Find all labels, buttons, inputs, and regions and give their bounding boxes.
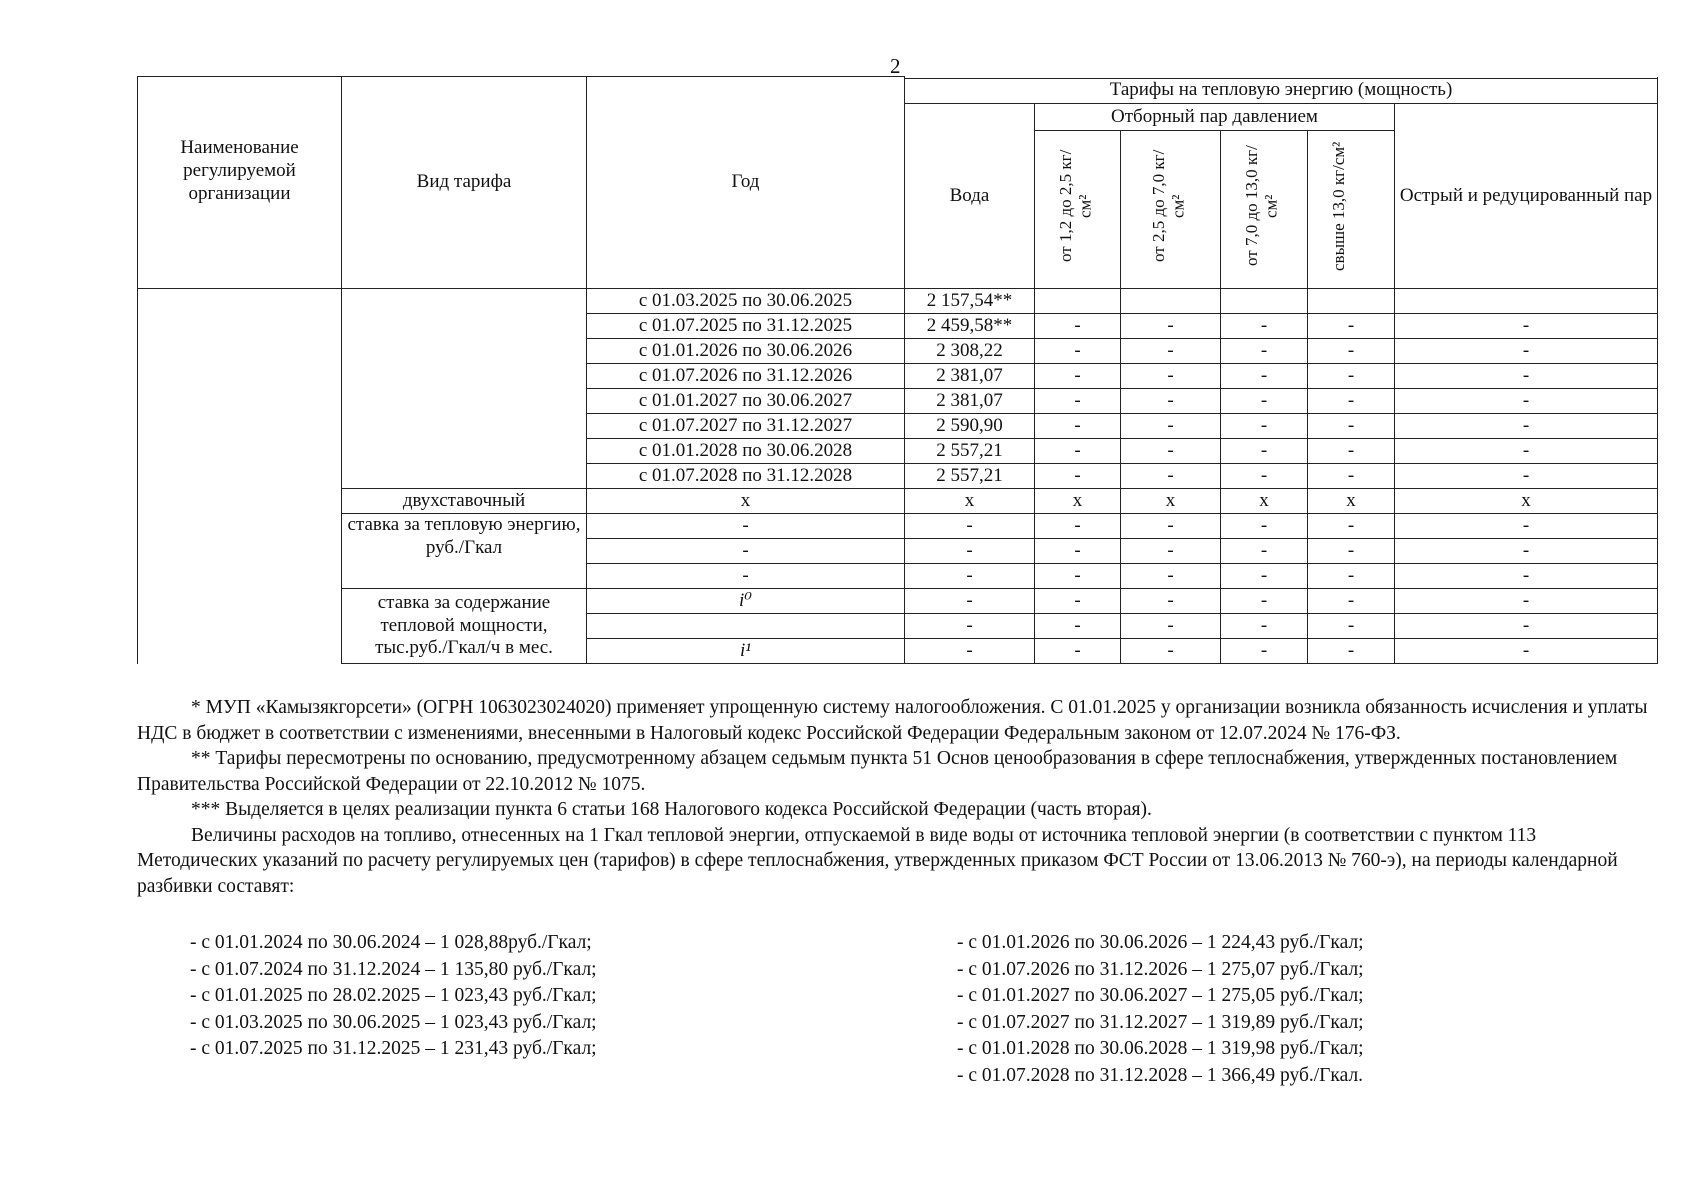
capacity-rate-label: ставка за содержание тепловой мощности, тыс.руб./Гкал/ч в мес. xyxy=(342,589,587,664)
period-cell: с 01.07.2027 по 31.12.2027 xyxy=(587,414,905,439)
period-cell: с 01.07.2026 по 31.12.2026 xyxy=(587,364,905,389)
sharp-cell: - xyxy=(1395,339,1658,364)
dash-cell: - xyxy=(1308,614,1395,639)
water-cell: 2 557,21 xyxy=(905,464,1035,489)
header-steam-group: Отборный пар давлением xyxy=(1035,104,1395,131)
dash-cell: - xyxy=(1221,539,1308,564)
header-year: Год xyxy=(587,77,905,289)
dash-cell: - xyxy=(1395,639,1658,664)
p2-cell: - xyxy=(1121,389,1221,414)
p4-cell: - xyxy=(1308,414,1395,439)
dash-cell: - xyxy=(1035,639,1121,664)
p4-cell: - xyxy=(1308,439,1395,464)
header-p1-label: от 1,2 до 2,5 кг/см² xyxy=(1055,149,1095,263)
header-p4 xyxy=(1308,131,1395,289)
sharp-cell: - xyxy=(1395,314,1658,339)
i0-cell: i⁰ xyxy=(587,589,905,614)
fuel-item: - с 01.01.2026 по 30.06.2026 – 1 224,43 руб./Гкал; xyxy=(957,932,1364,953)
footnote-2: ** Тарифы пересмотрены по основанию, предусмотренному абзацем седьмым пункта 51 Основ ценообразования в сфере теплоснабжения, утвержденных постановлением Правительства Российской Федерации от 22.10.2012 № 1075. xyxy=(137,748,1618,795)
empty-cell xyxy=(587,614,905,639)
header-water: Вода xyxy=(905,104,1035,289)
header-tariff-type: Вид тарифа xyxy=(342,77,587,289)
p3-cell: - xyxy=(1221,389,1308,414)
water-cell: 2 459,58** xyxy=(905,314,1035,339)
p4-cell: - xyxy=(1308,464,1395,489)
dash-cell: - xyxy=(1121,564,1221,589)
fuel-list-right xyxy=(957,930,1364,1090)
fuel-item: - с 01.03.2025 по 30.06.2025 – 1 023,43 руб./Гкал; xyxy=(190,1011,597,1033)
dash-cell: - xyxy=(1395,614,1658,639)
dash-cell: - xyxy=(905,614,1035,639)
dash-cell: - xyxy=(905,539,1035,564)
header-sharp-steam: Острый и редуцированный пар xyxy=(1395,104,1658,289)
dash-cell: - xyxy=(1035,539,1121,564)
water-cell: 2 381,07 xyxy=(905,364,1035,389)
dash-cell: - xyxy=(1308,539,1395,564)
water-cell: 2 557,21 xyxy=(905,439,1035,464)
footnote-3: *** Выделяется в целях реализации пункта 6 статьи 168 Налогового кодекса Российской Федерации (часть вторая). xyxy=(191,799,1152,820)
water-cell: 2 590,90 xyxy=(905,414,1035,439)
dash-cell: - xyxy=(1121,514,1221,539)
p1-cell: - xyxy=(1035,339,1121,364)
p3-cell: - xyxy=(1221,364,1308,389)
header-org-name: Наименование регулируемой организации xyxy=(138,77,342,289)
header-p1 xyxy=(1035,131,1121,289)
dash-cell: - xyxy=(1121,589,1221,614)
sharp-cell: - xyxy=(1395,414,1658,439)
two-rate-mark: х xyxy=(1035,489,1121,514)
two-rate-mark: х xyxy=(905,489,1035,514)
two-rate-mark: х xyxy=(1221,489,1308,514)
page-number: 2 xyxy=(890,54,901,78)
fuel-item: - с 01.07.2028 по 31.12.2028 – 1 366,49 руб./Гкал. xyxy=(957,1064,1364,1086)
table-row xyxy=(138,489,1658,514)
table-row xyxy=(138,514,1658,539)
period-cell: с 01.01.2027 по 30.06.2027 xyxy=(587,389,905,414)
p1-cell: - xyxy=(1035,314,1121,339)
table-row xyxy=(138,289,1658,314)
p3-cell: - xyxy=(1221,464,1308,489)
p4-cell: - xyxy=(1308,389,1395,414)
period-cell: с 01.01.2026 по 30.06.2026 xyxy=(587,339,905,364)
p3-cell: - xyxy=(1221,439,1308,464)
dash-cell: - xyxy=(1395,514,1658,539)
p2-cell: - xyxy=(1121,339,1221,364)
header-p3 xyxy=(1221,131,1308,289)
dash-cell: - xyxy=(1395,589,1658,614)
fuel-item: - с 01.07.2024 по 31.12.2024 – 1 135,80 руб./Гкал; xyxy=(190,958,597,980)
header-tariffs-group-label: Тарифы на тепловую энергию (мощность) xyxy=(905,78,1657,102)
p1-cell: - xyxy=(1035,439,1121,464)
p1-cell: - xyxy=(1035,464,1121,489)
fuel-item: - с 01.01.2027 по 30.06.2027 – 1 275,05 руб./Гкал; xyxy=(957,985,1364,1007)
p1-cell: - xyxy=(1035,414,1121,439)
two-rate-mark: х xyxy=(1395,489,1658,514)
period-cell: с 01.01.2028 по 30.06.2028 xyxy=(587,439,905,464)
dash-cell: - xyxy=(1121,539,1221,564)
dash-cell: - xyxy=(1221,564,1308,589)
dash-cell: - xyxy=(587,564,905,589)
sharp-cell xyxy=(1395,289,1658,314)
fuel-item: - с 01.07.2026 по 31.12.2026 – 1 275,07 руб./Гкал; xyxy=(957,958,1364,980)
dash-cell: - xyxy=(1395,564,1658,589)
sharp-cell: - xyxy=(1395,464,1658,489)
dash-cell: - xyxy=(905,639,1035,664)
p2-cell: - xyxy=(1121,364,1221,389)
fuel-item: - с 01.01.2025 по 28.02.2025 – 1 023,43 руб./Гкал; xyxy=(190,985,597,1007)
p2-cell: - xyxy=(1121,439,1221,464)
fuel-list-left xyxy=(190,930,597,1063)
two-rate-mark: х xyxy=(1308,489,1395,514)
two-rate-mark: х xyxy=(587,489,905,514)
dash-cell: - xyxy=(1395,539,1658,564)
water-cell: 2 308,22 xyxy=(905,339,1035,364)
dash-cell: - xyxy=(1035,589,1121,614)
dash-cell: - xyxy=(1121,614,1221,639)
org-name-cell xyxy=(138,289,342,664)
i1-cell: i¹ xyxy=(587,639,905,664)
dash-cell: - xyxy=(905,514,1035,539)
sharp-cell: - xyxy=(1395,364,1658,389)
p4-cell xyxy=(1308,289,1395,314)
sharp-cell: - xyxy=(1395,389,1658,414)
water-cell: 2 381,07 xyxy=(905,389,1035,414)
dash-cell: - xyxy=(905,564,1035,589)
fuel-costs-intro: Величины расходов на топливо, отнесенных на 1 Гкал тепловой энергии, отпускаемой в виде воды от источника тепловой энергии (в соответствии с пунктом 113 Методических указаний по расчету регулируемых цен (тарифов) в сфере теплоснабжения, утвержденных приказом ФСТ России от 13.06.2013 № 760-э), на периоды календарной разбивки составят: xyxy=(137,824,1618,897)
period-cell: с 01.07.2028 по 31.12.2028 xyxy=(587,464,905,489)
table-row xyxy=(138,589,1658,614)
p4-cell: - xyxy=(1308,314,1395,339)
footnote-1: * МУП «Камызякгорсети» (ОГРН 1063023024020) применяет упрощенную систему налогообложения. С 01.01.2025 у организации возникла обязанность исчисления и уплаты НДС в бюджет в соответствии с изменениями, внесенными в Налоговый кодекс Российской Федерации Федеральным законом от 12.07.2024 № 176-ФЗ. xyxy=(137,697,1648,744)
dash-cell: - xyxy=(1221,589,1308,614)
p2-cell: - xyxy=(1121,414,1221,439)
header-p3-label: от 7,0 до 13,0 кг/см² xyxy=(1242,145,1281,267)
dash-cell: - xyxy=(1035,564,1121,589)
p2-cell xyxy=(1121,289,1221,314)
two-rate-label: двухставочный xyxy=(342,489,587,514)
p1-cell xyxy=(1035,289,1121,314)
dash-cell: - xyxy=(587,539,905,564)
dash-cell: - xyxy=(587,514,905,539)
dash-cell: - xyxy=(1221,514,1308,539)
fuel-item: - с 01.01.2024 по 30.06.2024 – 1 028,88руб./Гкал; xyxy=(190,932,592,953)
header-p4-label: свыше 13,0 кг/см² xyxy=(1329,141,1348,271)
dash-cell: - xyxy=(1308,514,1395,539)
p4-cell: - xyxy=(1308,364,1395,389)
tariff-type-cell xyxy=(342,289,587,489)
period-cell: с 01.07.2025 по 31.12.2025 xyxy=(587,314,905,339)
dash-cell: - xyxy=(1221,639,1308,664)
header-tariffs-group xyxy=(905,77,1658,104)
tariff-table xyxy=(137,76,1658,664)
p3-cell: - xyxy=(1221,414,1308,439)
header-p2-label: от 2,5 до 7,0 кг/см² xyxy=(1148,149,1188,263)
period-cell: с 01.03.2025 по 30.06.2025 xyxy=(587,289,905,314)
dash-cell: - xyxy=(1121,639,1221,664)
dash-cell: - xyxy=(1035,614,1121,639)
p1-cell: - xyxy=(1035,389,1121,414)
p1-cell: - xyxy=(1035,364,1121,389)
p2-cell: - xyxy=(1121,314,1221,339)
dash-cell: - xyxy=(1035,514,1121,539)
dash-cell: - xyxy=(1221,614,1308,639)
dash-cell: - xyxy=(1308,589,1395,614)
water-cell: 2 157,54** xyxy=(905,289,1035,314)
p2-cell: - xyxy=(1121,464,1221,489)
two-rate-mark: х xyxy=(1121,489,1221,514)
p3-cell xyxy=(1221,289,1308,314)
fuel-item: - с 01.07.2025 по 31.12.2025 – 1 231,43 руб./Гкал; xyxy=(190,1038,597,1060)
dash-cell: - xyxy=(1308,639,1395,664)
sharp-cell: - xyxy=(1395,439,1658,464)
p3-cell: - xyxy=(1221,339,1308,364)
fuel-item: - с 01.01.2028 по 30.06.2028 – 1 319,98 руб./Гкал; xyxy=(957,1038,1364,1060)
dash-cell: - xyxy=(905,589,1035,614)
p4-cell: - xyxy=(1308,339,1395,364)
footnotes xyxy=(137,695,1657,899)
fuel-item: - с 01.07.2027 по 31.12.2027 – 1 319,89 руб./Гкал; xyxy=(957,1011,1364,1033)
header-p2 xyxy=(1121,131,1221,289)
energy-rate-label: ставка за тепловую энергию, руб./Гкал xyxy=(342,514,587,589)
dash-cell: - xyxy=(1308,564,1395,589)
p3-cell: - xyxy=(1221,314,1308,339)
